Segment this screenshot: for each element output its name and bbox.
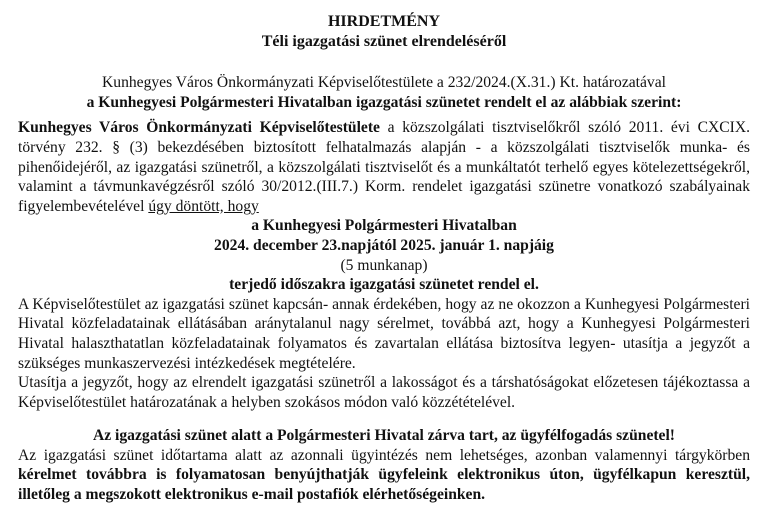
workdays-count: (5 munkanap) (340, 256, 428, 274)
document-title: HIRDETMÉNY (327, 13, 440, 30)
closure-dates: 2024. december 23.napjától 2025. január 1. napjáig (214, 236, 554, 254)
spacer (18, 51, 750, 73)
intro-line-2: a Kunhegyesi Polgármesteri Hivatalban igazgatási szünetet rendelt el az alábbiak szerint: (86, 93, 682, 111)
decision-paragraph (18, 118, 750, 216)
closure-period: terjedő időszakra igazgatási szünetet rendel el. (229, 276, 539, 294)
intro-line-1: Kunhegyes Város Önkormányzati Képviselőtestülete a 232/2024.(X.31.) Kt. határozatával (102, 74, 666, 92)
paragraph-1: A Képviselőtestület az igazgatási szünet kapcsán- annak érdekében, hogy az ne okozzon a Kunhegyesi Polgármesteri Hivatal közfeladatainak ellátásában aránytalanul nagy sérelmet, továbbá azt, hogy a Kunhegyesi Polgármesteri Hivatal halaszthatatlan közfeladatainak folyamatos és zavartalan ellátása biztosítva legyen- utasítja a jegyzőt a szükséges munkaszervezési intézkedések megtételére. (18, 295, 750, 372)
notice-bold: kérelmet továbbra is folyamatosan benyújthatják ügyfeleink elektronikus úton, ügyfélkapun keresztül, illetőleg a megszokott elektronikus e-mail postafiók elérhetőségeinken. (18, 466, 750, 504)
decision-underlined: úgy döntött, hogy (148, 197, 259, 215)
decision-text: a közszolgálati tisztviselőkről szóló 2011. évi CXCIX. törvény 232. § (3) bekezdésében biztosított felhatalmazás alapján - a közszolgálati tisztviselők munka- és pihenőidejéről, az igazgatási szünetről, a közszolgálati tisztviselőt és a munkáltatót terhelő egyes kötelezettségekről, valamint a távmunkavégzésről szóló 30/2012.(III.7.) Korm. rendelet igazgatási szünetre vonatkozó szabályainak figyelembevételével (18, 119, 750, 215)
paragraph-2: Utasítja a jegyzőt, hogy az elrendelt igazgatási szünetről a lakosságot és a társhatóságokat előzetesen tájékoztassa a Képviselőtestület határozatának a helyben szokásos módon való közzétételével. (18, 374, 750, 411)
notice-text: Az igazgatási szünet időtartama alatt az azonnali ügyintézés nem lehetséges, azonban valamennyi tárgykörben (18, 446, 750, 464)
document-page (18, 6, 750, 505)
spacer (18, 412, 750, 426)
notice-paragraph (18, 446, 750, 505)
document-subtitle: Téli igazgatási szünet elrendeléséről (261, 32, 507, 50)
council-name: Kunhegyes Város Önkormányzati Képviselőtestülete (18, 119, 380, 137)
office-name: a Kunhegyesi Polgármesteri Hivatalban (251, 217, 517, 235)
closed-notice: Az igazgatási szünet alatt a Polgármesteri Hivatal zárva tart, az ügyfélfogadás szünetel! (92, 427, 676, 445)
